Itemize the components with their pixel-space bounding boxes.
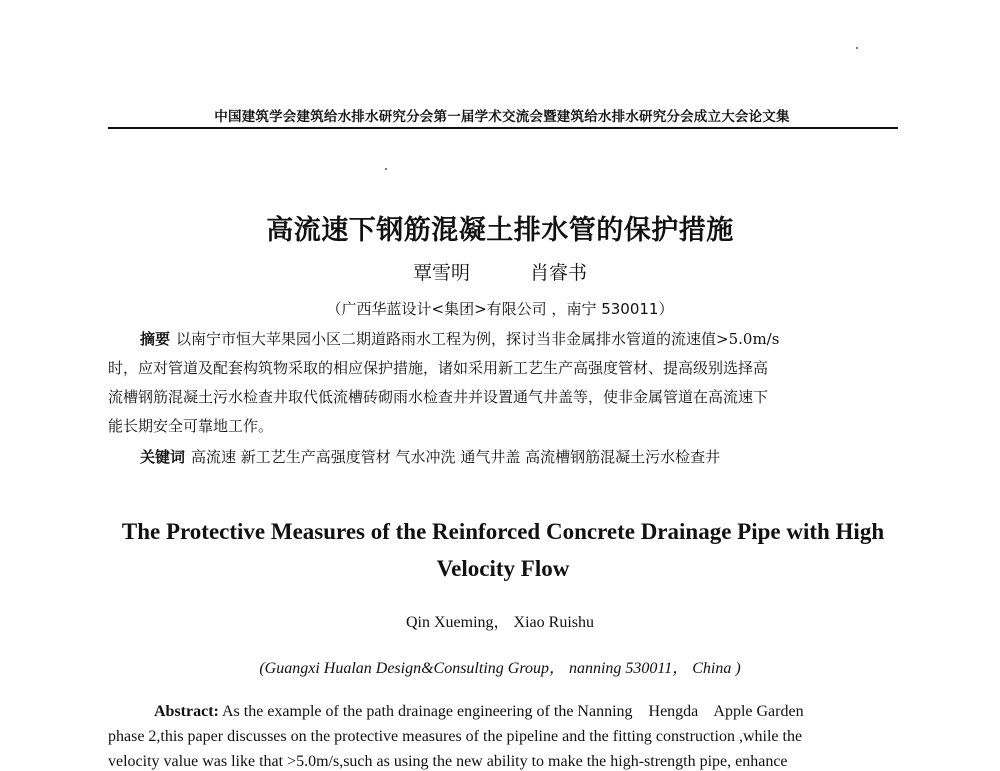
- english-abstract-text: As the example of the path drainage engineering of the Nanning Hengda Apple Garden: [218, 703, 804, 720]
- chinese-keywords-label: 关键词: [140, 448, 186, 466]
- english-title-line-1: The Protective Measures of the Reinforced Concrete Drainage Pipe with High: [121, 519, 885, 544]
- header-rule: [108, 127, 898, 129]
- english-authors: Qin Xueming， Xiao Ruishu: [406, 614, 594, 631]
- english-abstract-line: velocity value was like that >5.0m/s,such as using the new ability to make the high-strength pipe, enhance: [108, 753, 788, 770]
- english-abstract-label: Abstract:: [154, 703, 219, 720]
- chinese-authors: 覃雪明 肖睿书: [412, 262, 588, 284]
- english-abstract-line: phase 2,this paper discusses on the protective measures of the pipeline and the fitting construction ,while the: [108, 728, 803, 745]
- running-head: 中国建筑学会建筑给水排水研究分会第一届学术交流会暨建筑给水排水研究分会成立大会论文集: [214, 109, 790, 125]
- scan-speck: [856, 47, 858, 49]
- chinese-keywords-text: 高流速 新工艺生产高强度管材 气水冲洗 通气井盖 高流槽钢筋混凝土污水检查井: [191, 448, 721, 466]
- english-abstract-line: [108, 703, 898, 721]
- chinese-abstract-text: 以南宁市恒大苹果园小区二期道路雨水工程为例，探讨当非金属排水管道的流速值>5.0m/s: [176, 330, 780, 348]
- chinese-abstract-line: [108, 328, 898, 349]
- scan-speck: [385, 168, 387, 170]
- chinese-keywords: [108, 446, 898, 467]
- english-affiliation: (Guangxi Hualan Design&Consulting Group， nanning 530011， China ): [259, 660, 741, 677]
- chinese-abstract-line: 能长期安全可靠地工作。: [108, 417, 274, 435]
- english-title-line-2: Velocity Flow: [436, 556, 570, 581]
- chinese-title: 高流速下钢筋混凝土排水管的保护措施: [266, 215, 734, 246]
- chinese-affiliation: （广西华蓝设计<集团>有限公司 ，南宁 530011）: [326, 300, 674, 318]
- chinese-abstract-line: 流槽钢筋混凝土污水检查井取代低流槽砖砌雨水检查井并设置通气井盖等，使非金属管道在高流速下: [108, 388, 769, 406]
- chinese-abstract-line: 时，应对管道及配套构筑物采取的相应保护措施，诸如采用新工艺生产高强度管材、提高级别选择高: [108, 359, 769, 377]
- chinese-abstract-label: 摘要: [140, 330, 171, 348]
